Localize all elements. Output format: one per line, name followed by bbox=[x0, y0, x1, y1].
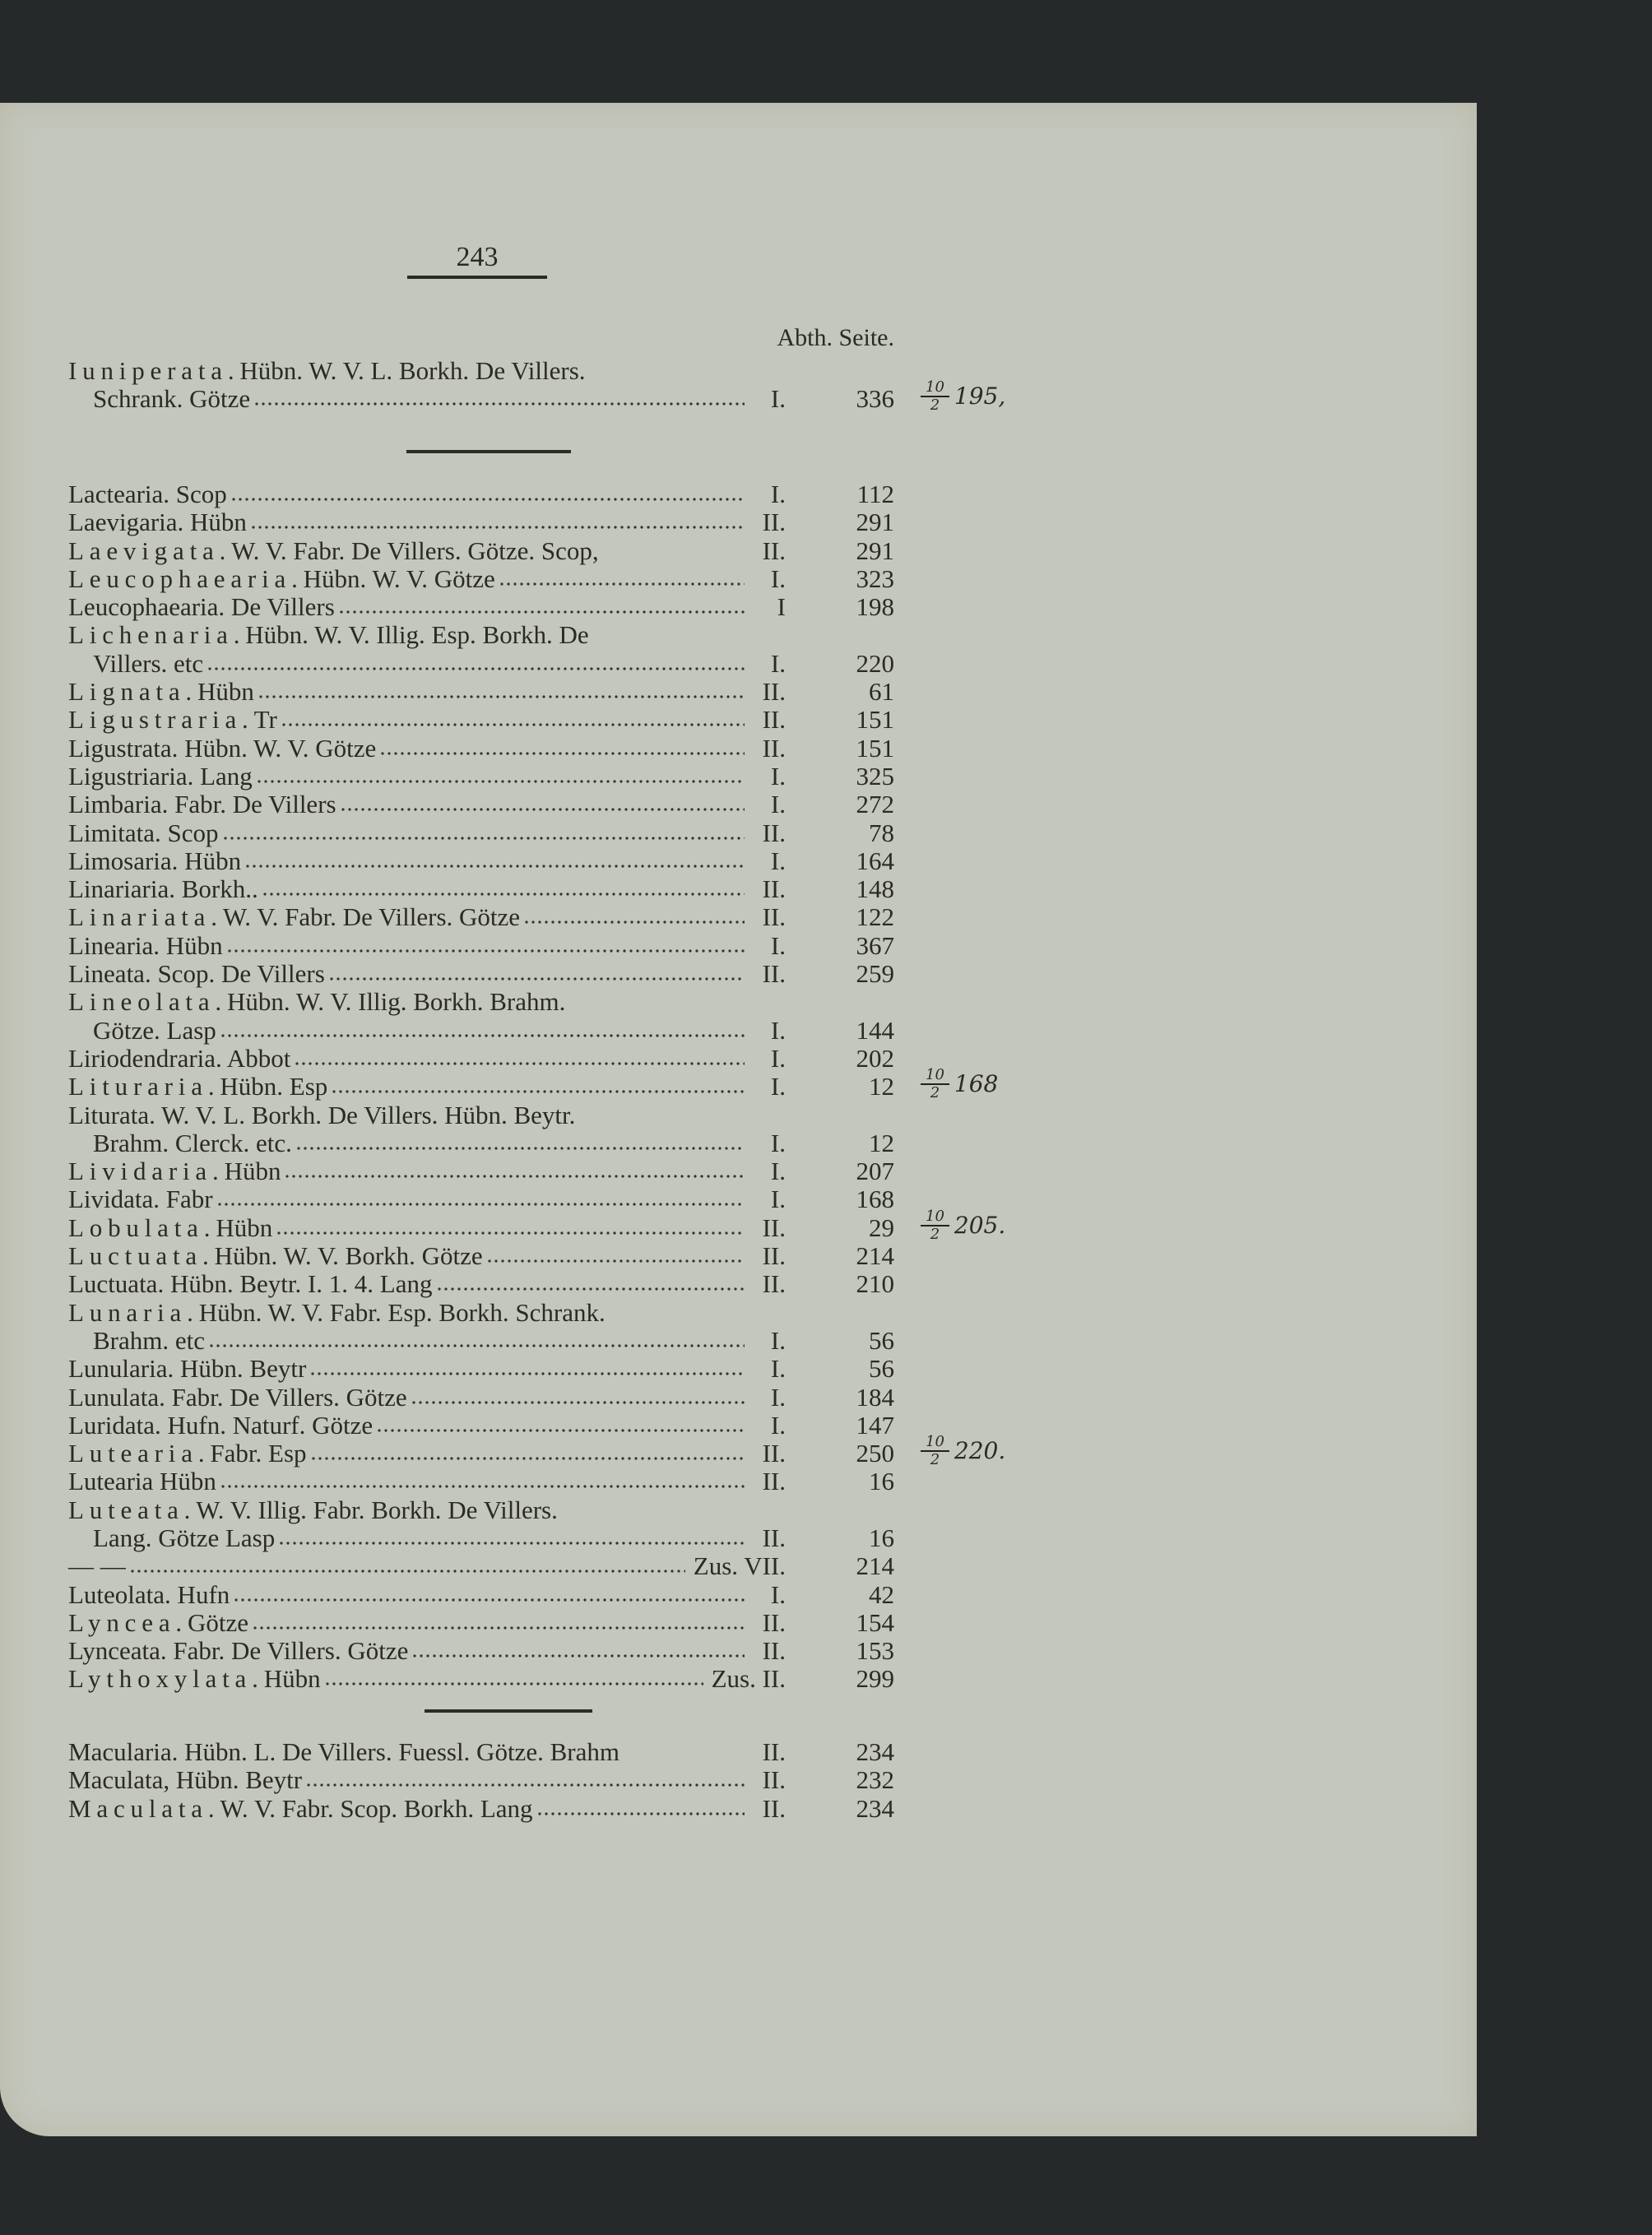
entry-text: Fabr. Esp bbox=[210, 1439, 307, 1468]
page-reference: 29 bbox=[869, 1213, 894, 1242]
handwritten-note bbox=[921, 1209, 1005, 1242]
page-reference: 112 bbox=[856, 480, 894, 508]
species-name: Lyncea. bbox=[68, 1607, 188, 1637]
entry-text: W. V. Illig. Fabr. Borkh. De Villers. bbox=[196, 1495, 558, 1524]
section-number: I. bbox=[770, 1015, 786, 1045]
dot-leader bbox=[623, 1754, 745, 1760]
handwritten-fraction bbox=[921, 1068, 949, 1101]
page-reference: 323 bbox=[856, 563, 894, 593]
dot-leader bbox=[536, 1811, 745, 1817]
index-entry-line bbox=[68, 378, 1006, 415]
page-reference: 272 bbox=[856, 790, 894, 819]
section-number: I. bbox=[770, 1579, 786, 1609]
page-reference: 16 bbox=[869, 1523, 894, 1552]
handwritten-note bbox=[921, 380, 1005, 413]
index-entry-line bbox=[68, 1157, 894, 1185]
entry-text: Luctuata. Hübn. Beytr. I. 1. 4. Lang bbox=[68, 1269, 433, 1299]
page-reference: 164 bbox=[856, 846, 894, 875]
entry-text: Schrank. Götze bbox=[93, 384, 251, 414]
entry-text: Liriodendraria. Abbot bbox=[68, 1043, 291, 1073]
entry-text: Götze. Lasp bbox=[93, 1015, 216, 1045]
section-number: I. bbox=[770, 1128, 786, 1157]
page-reference: 210 bbox=[856, 1269, 894, 1299]
section-number: II. bbox=[762, 536, 786, 565]
index-entry-line bbox=[68, 1433, 1006, 1469]
index-entry-line bbox=[68, 357, 894, 385]
entry-text: Ligustrata. Hübn. W. V. Götze bbox=[68, 733, 377, 763]
species-name: Luteata. bbox=[68, 1495, 197, 1524]
species-name: Lythoxylata. bbox=[68, 1664, 264, 1694]
page-reference: 42 bbox=[869, 1579, 894, 1609]
section-number: I. bbox=[770, 1157, 786, 1186]
section-number: II. bbox=[762, 1213, 786, 1242]
page-reference: 214 bbox=[856, 1551, 894, 1581]
species-name: Lutearia. bbox=[68, 1439, 211, 1468]
section-number: I. bbox=[770, 563, 786, 593]
dot-leader bbox=[309, 1370, 745, 1377]
entry-text: Lynceata. Fabr. De Villers. Götze bbox=[68, 1636, 409, 1666]
dot-leader bbox=[226, 948, 745, 954]
dot-leader bbox=[253, 401, 745, 407]
dot-leader bbox=[324, 1681, 703, 1687]
entry-text: Lutearia Hübn bbox=[68, 1467, 216, 1496]
column-header: Abth. Seite. bbox=[777, 324, 894, 351]
entry-text: Linariaria. Borkh.. bbox=[68, 874, 258, 904]
index-entry-line bbox=[68, 1384, 894, 1412]
dot-leader bbox=[340, 806, 745, 813]
entry-text: Hübn. W. V. Illig. Borkh. Brahm. bbox=[227, 987, 566, 1017]
entry-text: Ligustriaria. Lang bbox=[68, 761, 253, 791]
handwritten-fraction bbox=[921, 1209, 949, 1242]
entry-text: Limosaria. Hübn bbox=[68, 846, 242, 875]
dot-leader bbox=[310, 1455, 745, 1462]
species-name: Ligustraria. bbox=[68, 705, 254, 735]
entry-text: Brahm. etc bbox=[93, 1325, 206, 1355]
entry-text: Hübn. W. V. Götze bbox=[303, 563, 495, 593]
species-name: Lividaria. bbox=[68, 1157, 225, 1186]
page-reference: 207 bbox=[856, 1157, 894, 1186]
index-entry-line bbox=[68, 763, 894, 791]
section-number: Zus. VII. bbox=[693, 1551, 786, 1581]
section-number: I. bbox=[770, 384, 786, 414]
section-number: II. bbox=[762, 874, 786, 904]
page-reference: 12 bbox=[869, 1072, 894, 1101]
section-number: I. bbox=[770, 1410, 786, 1440]
section-number: II. bbox=[762, 1241, 786, 1271]
entry-text: Hübn bbox=[263, 1664, 321, 1694]
species-name: Maculata. bbox=[68, 1793, 220, 1823]
page-reference: 168 bbox=[856, 1185, 894, 1214]
entry-text: Lunularia. Hübn. Beytr bbox=[68, 1354, 307, 1384]
index-entry-line bbox=[68, 1412, 894, 1440]
dot-leader bbox=[220, 1483, 745, 1490]
entry-text: Hübn bbox=[216, 1213, 273, 1242]
dot-leader bbox=[129, 1568, 685, 1574]
note-text: 168 bbox=[954, 1070, 999, 1098]
entry-text: Götze bbox=[188, 1607, 249, 1637]
index-entry-line bbox=[68, 537, 894, 565]
section-number: I. bbox=[770, 1185, 786, 1214]
entry-text: Hübn bbox=[224, 1157, 281, 1186]
page-reference: 148 bbox=[856, 874, 894, 904]
fraction-numerator: 10 bbox=[921, 1068, 949, 1085]
index-entry-line bbox=[68, 1468, 894, 1495]
book-page bbox=[0, 103, 1477, 2136]
entry-text: Luteolata. Hufn bbox=[68, 1579, 230, 1609]
dot-leader bbox=[262, 891, 745, 897]
entry-text: Luridata. Hufn. Naturf. Götze bbox=[68, 1410, 374, 1440]
dot-leader bbox=[233, 1597, 745, 1603]
section-number: I. bbox=[770, 1382, 786, 1412]
dot-leader bbox=[208, 1342, 745, 1349]
page-reference: 198 bbox=[856, 592, 894, 622]
index-entry-line bbox=[68, 565, 894, 593]
species-name: Lineolata. bbox=[68, 987, 228, 1017]
index-entry-line bbox=[68, 988, 894, 1016]
entry-text: Macularia. Hübn. L. De Villers. Fuessl. Götze. Brahm bbox=[68, 1737, 620, 1766]
index-entry-line bbox=[68, 932, 894, 960]
dot-leader bbox=[411, 1399, 745, 1406]
dot-leader bbox=[602, 553, 745, 559]
entry-text: Leucophaearia. De Villers bbox=[68, 592, 335, 622]
section-number: II. bbox=[762, 1269, 786, 1299]
fraction-numerator: 10 bbox=[921, 380, 949, 397]
index-entry-line bbox=[68, 650, 894, 678]
dot-leader bbox=[331, 1088, 745, 1095]
species-name: Lituraria. bbox=[68, 1072, 220, 1101]
index-entry-line bbox=[68, 1665, 894, 1693]
entry-text: Brahm. Clerck. etc. bbox=[93, 1128, 292, 1157]
entry-text: Lang. Götze Lasp bbox=[93, 1523, 276, 1552]
section-number: I. bbox=[770, 930, 786, 960]
entry-text: Limbaria. Fabr. De Villers bbox=[68, 790, 336, 819]
section-number: I bbox=[777, 592, 786, 622]
section-number: I. bbox=[770, 846, 786, 875]
species-name: Linariata. bbox=[68, 902, 223, 932]
page-reference: 151 bbox=[856, 733, 894, 763]
entry-text: Hübn. W. V. Borkh. Götze bbox=[214, 1241, 483, 1271]
entry-text: W. V. Fabr. Scop. Borkh. Lang bbox=[220, 1793, 533, 1823]
section-number: II. bbox=[762, 705, 786, 735]
dot-leader bbox=[411, 1653, 745, 1659]
section-number: I. bbox=[770, 1072, 786, 1101]
dot-leader bbox=[230, 496, 745, 503]
page-reference: 250 bbox=[856, 1439, 894, 1468]
index-entry-line bbox=[68, 621, 894, 649]
page-reference: 56 bbox=[869, 1325, 894, 1355]
index-entry-line bbox=[68, 960, 894, 988]
index-entry-line bbox=[68, 678, 894, 706]
page-reference: 234 bbox=[856, 1793, 894, 1823]
section-number: II. bbox=[762, 1523, 786, 1552]
page-reference: 299 bbox=[856, 1664, 894, 1694]
fraction-numerator: 10 bbox=[921, 1209, 949, 1226]
page-reference: 291 bbox=[856, 536, 894, 565]
dot-leader bbox=[206, 665, 745, 672]
index-entry-line bbox=[68, 1185, 894, 1213]
page-reference: 151 bbox=[856, 705, 894, 735]
entry-text: Tr bbox=[253, 705, 277, 735]
species-name: Lobulata. bbox=[68, 1213, 216, 1242]
species-name: Laevigata. bbox=[68, 536, 232, 565]
index-entry-line bbox=[68, 875, 894, 903]
page-reference: 259 bbox=[856, 959, 894, 989]
index-entry-line bbox=[68, 1738, 894, 1766]
dot-leader bbox=[284, 1173, 745, 1180]
page-number: 243 bbox=[407, 241, 547, 279]
index-entry-line bbox=[68, 1017, 894, 1045]
dot-leader bbox=[486, 1258, 745, 1264]
index-entry-line bbox=[68, 1129, 894, 1157]
dot-leader bbox=[295, 1145, 745, 1152]
page-reference: 144 bbox=[856, 1015, 894, 1045]
entry-text: Linearia. Hübn bbox=[68, 930, 223, 960]
index-entry-line bbox=[68, 1795, 894, 1823]
dot-leader bbox=[305, 1782, 745, 1788]
page-reference: 78 bbox=[869, 818, 894, 847]
dot-leader bbox=[338, 609, 745, 615]
section-number: I. bbox=[770, 761, 786, 791]
section-number: II. bbox=[762, 677, 786, 707]
entry-text: Liturata. W. V. L. Borkh. De Villers. Hübn. Beytr. bbox=[68, 1100, 576, 1129]
section-number: II. bbox=[762, 1793, 786, 1823]
section-number: I. bbox=[770, 480, 786, 508]
handwritten-fraction bbox=[921, 1435, 949, 1468]
fraction-denominator: 2 bbox=[930, 1451, 940, 1469]
section-separator bbox=[425, 1709, 592, 1713]
page-reference: 214 bbox=[856, 1241, 894, 1271]
index-entry-line bbox=[68, 1327, 894, 1355]
entry-text: Lineata. Scop. De Villers bbox=[68, 959, 325, 989]
page-reference: 234 bbox=[856, 1737, 894, 1766]
dot-leader bbox=[256, 778, 745, 785]
index-block-l bbox=[68, 480, 1006, 1694]
species-name: Luctuata. bbox=[68, 1241, 215, 1271]
dot-leader bbox=[250, 524, 745, 531]
section-number: II. bbox=[762, 1636, 786, 1666]
note-text: 195, bbox=[954, 383, 1006, 410]
dot-leader bbox=[216, 1201, 745, 1208]
entry-text: Hübn. W. V. Illig. Esp. Borkh. De bbox=[245, 620, 589, 650]
dot-leader bbox=[499, 581, 745, 587]
page-reference: 184 bbox=[856, 1382, 894, 1412]
index-entry-line bbox=[68, 1299, 894, 1327]
entry-text: Maculata, Hübn. Beytr bbox=[68, 1765, 303, 1795]
index-entry-line bbox=[68, 1581, 894, 1609]
dot-leader bbox=[379, 750, 745, 757]
page-reference: 16 bbox=[869, 1467, 894, 1496]
index-entry-line bbox=[68, 706, 894, 734]
index-entry-line bbox=[68, 1766, 894, 1794]
dot-leader bbox=[276, 1230, 745, 1236]
entry-text: Hübn. W. V. L. Borkh. De Villers. bbox=[239, 356, 586, 385]
entry-text: — — bbox=[68, 1551, 126, 1581]
section-number: I. bbox=[770, 1325, 786, 1355]
page-reference: 147 bbox=[856, 1410, 894, 1440]
species-name: Lignata. bbox=[68, 677, 197, 707]
dot-leader bbox=[281, 721, 745, 728]
handwritten-fraction bbox=[921, 380, 949, 413]
index-entry-line bbox=[68, 1242, 894, 1270]
species-name: Lunaria. bbox=[68, 1297, 199, 1327]
entry-text: Lactearia. Scop bbox=[68, 480, 227, 508]
dot-leader bbox=[328, 976, 745, 982]
index-entry-line bbox=[68, 1355, 894, 1383]
section-number: II. bbox=[762, 818, 786, 847]
page-reference: 232 bbox=[856, 1765, 894, 1795]
page-reference: 291 bbox=[856, 508, 894, 537]
note-text: 205. bbox=[954, 1211, 1006, 1239]
page-reference: 122 bbox=[856, 902, 894, 932]
index-entry-line bbox=[68, 1066, 999, 1102]
index-entry-line bbox=[68, 480, 894, 508]
section-number: II. bbox=[762, 1467, 786, 1496]
page-reference: 220 bbox=[856, 648, 894, 678]
page-reference: 153 bbox=[856, 1636, 894, 1666]
entry-text: Laevigaria. Hübn bbox=[68, 508, 247, 537]
index-entry-line bbox=[68, 735, 894, 763]
dot-leader bbox=[523, 919, 745, 925]
index-entry-line bbox=[68, 903, 894, 931]
entry-text: Limitata. Scop bbox=[68, 818, 219, 847]
section-number: II. bbox=[762, 959, 786, 989]
section-separator bbox=[406, 450, 571, 453]
dot-leader bbox=[220, 1032, 745, 1039]
page-reference: 61 bbox=[869, 677, 894, 707]
index-entry-line bbox=[68, 1045, 894, 1073]
entry-text: W. V. Fabr. De Villers. Götze bbox=[222, 902, 521, 932]
fraction-denominator: 2 bbox=[930, 1225, 940, 1243]
dot-leader bbox=[244, 863, 745, 869]
section-number: Zus. II. bbox=[711, 1664, 786, 1694]
dot-leader bbox=[278, 1540, 745, 1546]
entry-text: Lunulata. Fabr. De Villers. Götze bbox=[68, 1382, 407, 1412]
fraction-denominator: 2 bbox=[930, 396, 940, 415]
dot-leader bbox=[376, 1427, 745, 1434]
section-number: I. bbox=[770, 790, 786, 819]
index-block-m bbox=[68, 1738, 894, 1823]
dot-leader bbox=[294, 1060, 745, 1067]
section-number: II. bbox=[762, 1765, 786, 1795]
page-reference: 325 bbox=[856, 761, 894, 791]
section-number: I. bbox=[770, 648, 786, 678]
species-name: Lichenaria. bbox=[68, 620, 246, 650]
species-name: Iuniperata. bbox=[68, 356, 240, 385]
entry-text: Hübn bbox=[197, 677, 254, 707]
section-number: I. bbox=[770, 1354, 786, 1384]
index-entry-line bbox=[68, 508, 894, 536]
entry-text: W. V. Fabr. De Villers. Götze. Scop, bbox=[231, 536, 599, 565]
index-entry-line bbox=[68, 1270, 894, 1298]
section-number: II. bbox=[762, 1737, 786, 1766]
index-entry-line bbox=[68, 1552, 894, 1580]
index-entry-line bbox=[68, 1496, 894, 1524]
index-entry-line bbox=[68, 1609, 894, 1637]
section-number: II. bbox=[762, 902, 786, 932]
section-number: II. bbox=[762, 508, 786, 537]
handwritten-note bbox=[921, 1068, 998, 1101]
page-reference: 336 bbox=[856, 384, 894, 414]
index-entry-line bbox=[68, 847, 894, 875]
handwritten-note bbox=[921, 1435, 1005, 1468]
dot-leader bbox=[436, 1286, 745, 1292]
section-number: I. bbox=[770, 1043, 786, 1073]
species-name: Leucophaearia. bbox=[68, 563, 304, 593]
index-block-i bbox=[68, 356, 1006, 415]
section-number: II. bbox=[762, 1439, 786, 1468]
section-number: II. bbox=[762, 1607, 786, 1637]
page-reference: 56 bbox=[869, 1354, 894, 1384]
page-reference: 12 bbox=[869, 1128, 894, 1157]
dot-leader bbox=[222, 835, 745, 842]
index-entry-line bbox=[68, 1524, 894, 1552]
entry-text: Hübn. Esp bbox=[220, 1072, 328, 1101]
note-text: 220. bbox=[954, 1437, 1006, 1465]
dot-leader bbox=[252, 1625, 745, 1631]
dot-leader bbox=[258, 693, 745, 700]
index-entry-line bbox=[68, 593, 894, 621]
index-entry-line bbox=[68, 1207, 1006, 1243]
index-entry-line bbox=[68, 791, 894, 818]
page-reference: 154 bbox=[856, 1607, 894, 1637]
index-entry-line bbox=[68, 1101, 894, 1129]
entry-text: Hübn. W. V. Fabr. Esp. Borkh. Schrank. bbox=[198, 1297, 606, 1327]
fraction-denominator: 2 bbox=[930, 1084, 940, 1102]
index-entry-line bbox=[68, 819, 894, 847]
index-entry-line bbox=[68, 1637, 894, 1665]
entry-text: Villers. etc bbox=[93, 648, 204, 678]
section-number: II. bbox=[762, 733, 786, 763]
entry-text: Lividata. Fabr bbox=[68, 1185, 213, 1214]
fraction-numerator: 10 bbox=[921, 1435, 949, 1452]
page-reference: 367 bbox=[856, 930, 894, 960]
page-reference: 202 bbox=[856, 1043, 894, 1073]
